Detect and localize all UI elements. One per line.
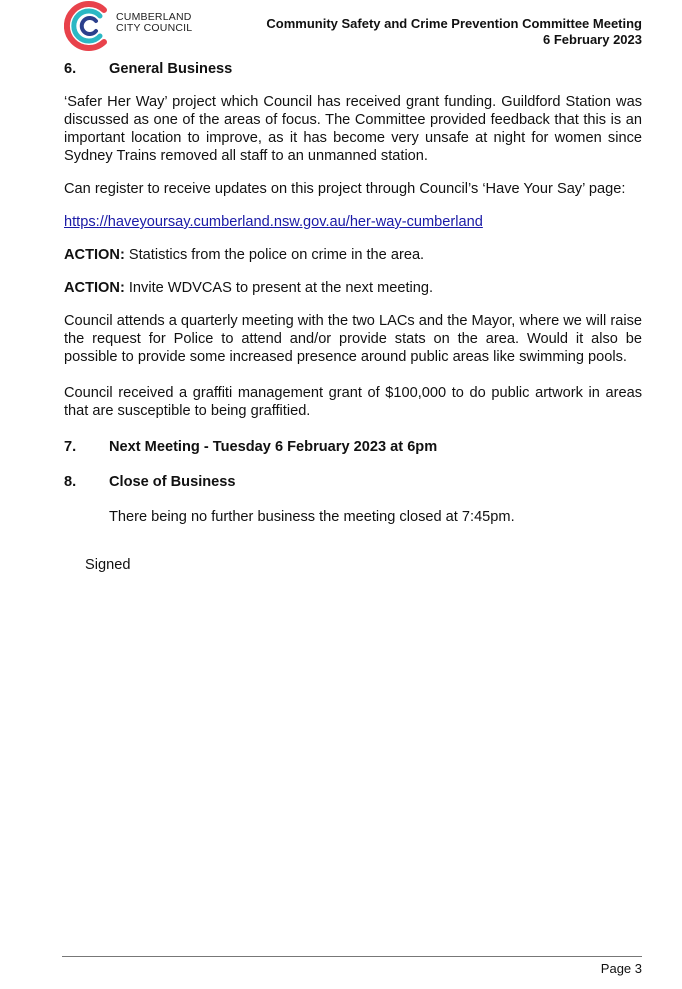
- link-paragraph: [64, 213, 642, 231]
- action-item-1: [64, 246, 642, 264]
- section-number: 6.: [64, 61, 77, 77]
- logo-line-2: CITY COUNCIL: [116, 22, 193, 34]
- council-logo: [62, 0, 242, 54]
- action-label: ACTION:: [64, 247, 125, 263]
- page-header: [62, 0, 642, 56]
- have-your-say-link[interactable]: https://haveyoursay.cumberland.nsw.gov.au/her-way-cumberland: [64, 214, 483, 230]
- section-number: 7.: [64, 439, 77, 455]
- council-logo-icon: [64, 0, 116, 52]
- closing-statement: There being no further business the meeting closed at 7:45pm.: [109, 509, 515, 525]
- paragraph-quarterly-meeting: Council attends a quarterly meeting with the two LACs and the Mayor, where we will raise the request for Police to attend and/or provide stats on the area. Would it also be possible to provide some increased presence around public areas like swimming pools.: [64, 313, 642, 365]
- page-number: Page 3: [600, 961, 642, 976]
- document-date: 6 February 2023: [542, 32, 642, 47]
- action-text: Invite WDVCAS to present at the next meeting.: [124, 280, 434, 296]
- section-7-heading: [64, 438, 642, 456]
- action-item-2: [64, 279, 642, 297]
- logo-wordmark: [116, 12, 192, 34]
- section-6-heading: [64, 60, 642, 78]
- paragraph-graffiti-grant: Council received a graffiti management grant of $100,000 to do public artwork in areas that are susceptible to being graffitied.: [64, 385, 642, 419]
- signed-label: Signed: [85, 557, 131, 573]
- paragraph-safer-her-way: ‘Safer Her Way’ project which Council has received grant funding. Guildford Station was discussed as one of the areas of focus. The Committee provided feedback that this is an important location to improve, as it has become very unsafe at night for women since Sydney Trains removed all staff to an unmanned station.: [64, 94, 642, 164]
- action-text: Statistics from the police on crime in the area.: [124, 247, 425, 263]
- document-body: [64, 60, 642, 574]
- section-title: Close of Business: [109, 474, 236, 490]
- logo-line-1: CUMBERLAND: [116, 11, 192, 23]
- header-title-block: [266, 16, 642, 48]
- action-label: ACTION:: [64, 280, 125, 296]
- paragraph-have-your-say: Can register to receive updates on this project through Council’s ‘Have Your Say’ page:: [64, 181, 626, 197]
- section-8-heading: [64, 473, 642, 491]
- document-title: Community Safety and Crime Prevention Committee Meeting: [266, 16, 642, 31]
- section-title: General Business: [109, 61, 233, 77]
- section-title: Next Meeting - Tuesday 6 February 2023 at 6pm: [109, 439, 438, 455]
- section-number: 8.: [64, 474, 77, 490]
- footer-divider: [62, 956, 642, 957]
